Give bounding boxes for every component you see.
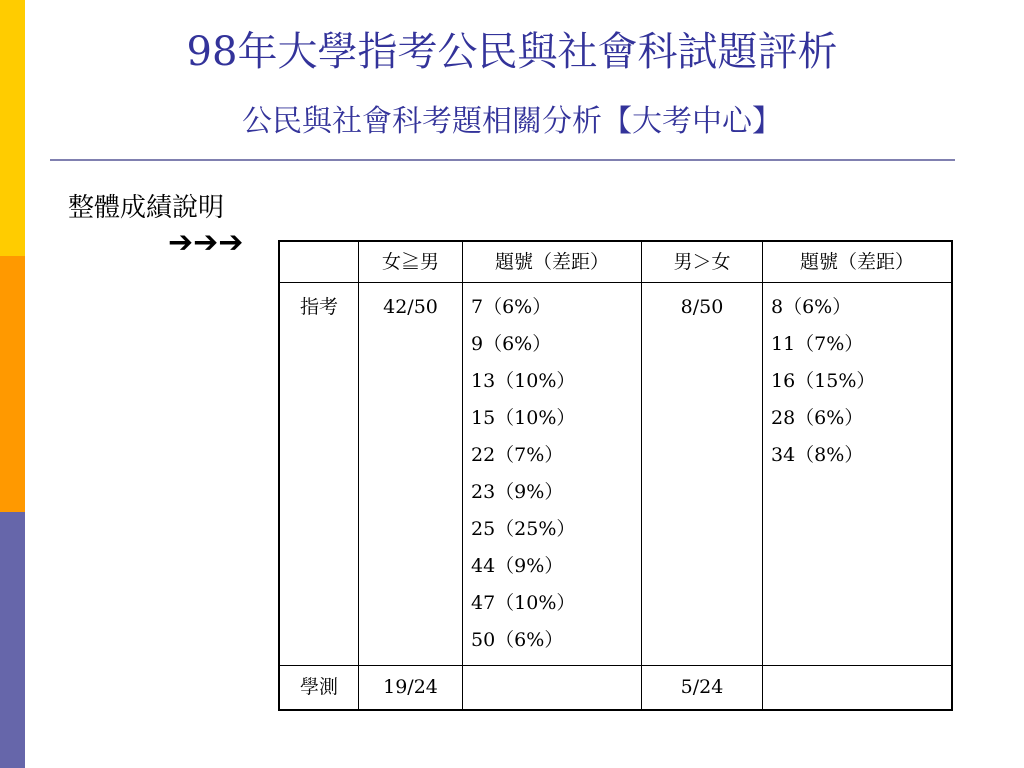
header-item-gap-male: 題號（差距） <box>763 241 953 283</box>
item-gap-entry: 44（9%） <box>471 555 564 577</box>
header-female-ge-male: 女≧男 <box>359 241 463 283</box>
header-male-gt-female: 男＞女 <box>642 241 763 283</box>
item-gap-entry: 11（7%） <box>771 333 864 355</box>
side-strip-orange <box>0 256 25 512</box>
side-strip-purple <box>0 512 25 768</box>
item-gap-entry: 22（7%） <box>471 444 564 466</box>
item-gap-entry: 8（6%） <box>771 296 852 318</box>
item-gap-entry: 16（15%） <box>771 370 876 392</box>
slide-title: 98年大學指考公民與社會科試題評析 <box>186 29 838 75</box>
header-item-gap-female: 題號（差距） <box>463 241 642 283</box>
table-row <box>279 283 952 666</box>
male-gt-female-value: 8/50 <box>642 283 763 666</box>
female-ge-male-value: 42/50 <box>359 283 463 666</box>
male-item-list <box>763 666 953 711</box>
item-gap-entry: 13（10%） <box>471 370 576 392</box>
section-label: 整體成績說明 <box>68 193 225 223</box>
item-gap-entry: 7（6%） <box>471 296 552 318</box>
score-table <box>278 240 953 711</box>
item-gap-entry: 28（6%） <box>771 407 864 429</box>
arrow-icons: ➔➔➔ <box>168 225 244 260</box>
item-gap-entry: 34（8%） <box>771 444 864 466</box>
row-label: 學測 <box>279 666 359 711</box>
female-ge-male-value: 19/24 <box>359 666 463 711</box>
female-item-list <box>463 666 642 711</box>
item-gap-entry: 15（10%） <box>471 407 576 429</box>
item-gap-entry: 25（25%） <box>471 518 576 540</box>
female-item-list <box>463 283 642 666</box>
item-gap-entry: 9（6%） <box>471 333 552 355</box>
male-item-list <box>763 283 953 666</box>
item-gap-entry: 50（6%） <box>471 629 564 651</box>
male-gt-female-value: 5/24 <box>642 666 763 711</box>
title-divider <box>50 159 955 161</box>
item-gap-entry: 23（9%） <box>471 481 564 503</box>
header-cell-empty <box>279 241 359 283</box>
slide-subtitle: 公民與社會科考題相關分析【大考中心】 <box>242 104 782 139</box>
item-gap-entry: 47（10%） <box>471 592 576 614</box>
table-row <box>279 666 952 711</box>
table-header-row <box>279 241 952 283</box>
row-label: 指考 <box>279 283 359 666</box>
